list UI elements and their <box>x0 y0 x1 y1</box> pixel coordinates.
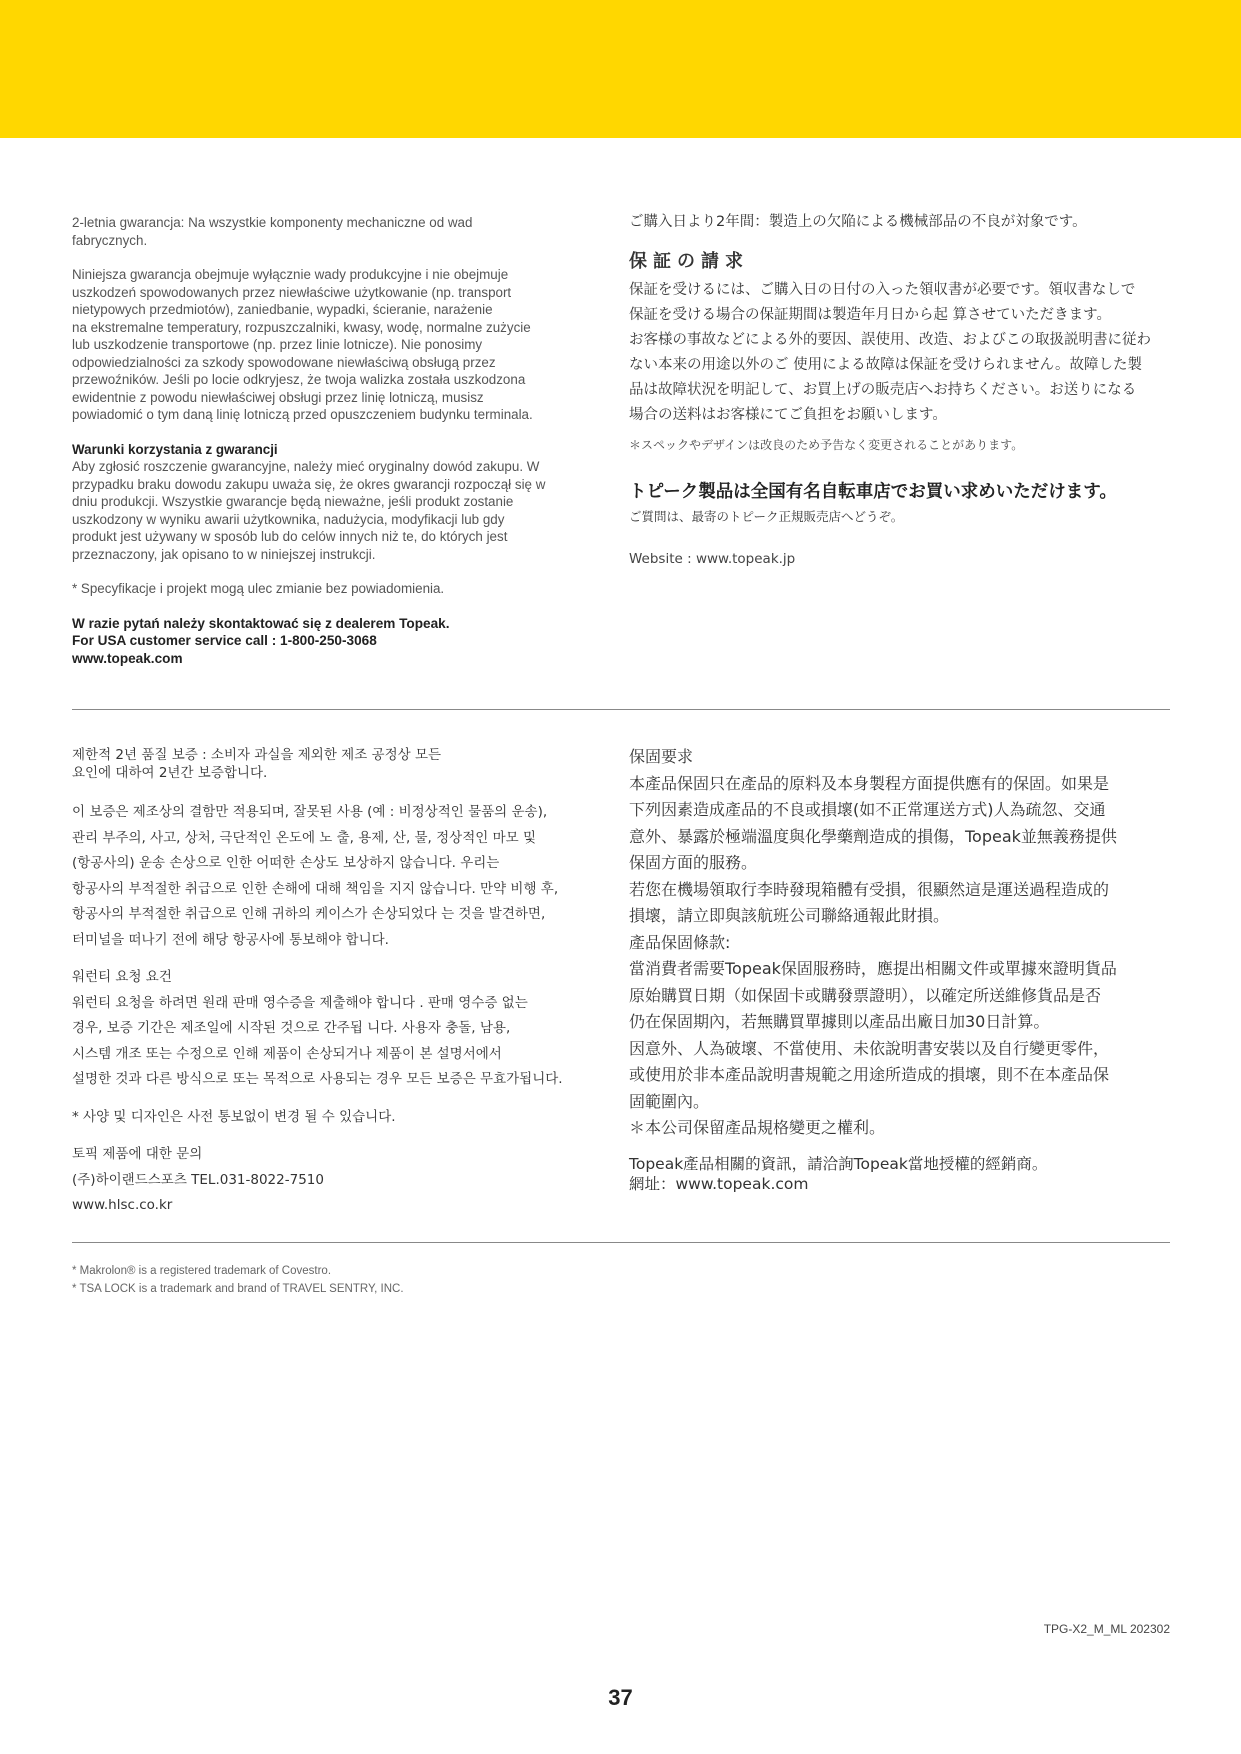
polish-scope-line: ewidentnie z powodu niewłaściwej obsługi przez linię lotniczą, musisz <box>72 389 484 405</box>
japanese-inquiry: ご質問は、最寄のトピーク正規販売店へどうぞ。 <box>629 509 904 524</box>
chinese-body-line: 保固方面的服務。 <box>629 853 758 872</box>
korean-body-line: 항공사의 부적절한 취급으로 인한 손해에 대해 책임을 지지 않습니다. 만약 비행 후, <box>72 880 559 897</box>
polish-spec-note: * Specyfikacje i projekt mogą ulec zmianie bez powiadomienia. <box>72 581 445 596</box>
page-number: 37 <box>608 1685 633 1710</box>
korean-contact-line: (주)하이랜드스포츠 TEL.031-8022-7510 <box>72 1171 324 1188</box>
trademark-footnotes <box>72 1262 772 1298</box>
japanese-body-line: 品は故障状況を明記して、お買上げの販売店へお持ちください。お送りになる <box>629 382 1137 398</box>
korean-req-line: 설명한 것과 다른 방식으로 또는 목적으로 사용되는 경우 모든 보증은 무효가됩니다. <box>72 1071 563 1087</box>
polish-conditions-heading: Warunki korzystania z gwarancji <box>72 441 278 457</box>
polish-scope-line: lub uszkodzenie transportowe (np. przez linie lotnicze). Nie ponosimy <box>72 337 483 352</box>
japanese-body-line: お客様の事故などによる外的要因、誤使用、改造、およびこの取扱説明書に従わ <box>629 332 1151 348</box>
polish-conditions-line: przeznaczony, jak opisano to w niniejszej instrukcji. <box>72 546 376 562</box>
korean-warranty-section <box>72 746 612 1219</box>
section-divider <box>72 709 1170 710</box>
japanese-body-line: ない本来の用途以外のご 使用による故障は保証を受けられません。故障した製 <box>629 357 1142 373</box>
polish-intro-line: fabrycznych. <box>72 232 148 248</box>
japanese-body-line: 保証を受ける場合の保証期間は製造年月日から起 算させていただきます。 <box>629 307 1111 323</box>
footnote-line: * Makrolon® is a registered trademark of Covestro. <box>72 1265 332 1277</box>
polish-warranty-section <box>72 214 612 667</box>
chinese-body-line: 本產品保固只在產品的原料及本身製程方面提供應有的保固。如果是 <box>629 773 1110 793</box>
polish-conditions-line: produkt jest używany w sposób lub do celów innych niż te, do których jest <box>72 529 508 544</box>
japanese-body-line: 保証を受けるには、ご購入日の日付の入った領収書が必要です。領収書なしで <box>629 282 1136 298</box>
japanese-warranty-section <box>629 212 1174 568</box>
chinese-spec-note: ＊本公司保留產品規格變更之權利。 <box>629 1118 886 1137</box>
polish-conditions-line: dniu produkcji. Wszystkie gwarancje będą nieważne, jeśli produkt zostanie <box>72 494 514 509</box>
polish-scope-line: powiadomić o tym daną linię lotniczą przed opuszczeniem budynku terminala. <box>72 407 533 422</box>
japanese-spec-note: ＊スペックやデザインは改良のため予告なく変更されることがあります。 <box>629 438 1024 452</box>
korean-req-line: 경우, 보증 기간은 제조일에 시작된 것으로 간주됩 니다. 사용자 충돌, 남용, <box>72 1020 511 1036</box>
chinese-body-line: 或使用於非本產品說明書規範之用途所造成的損壞，則不在本產品保 <box>629 1065 1110 1084</box>
japanese-title: 保証の請求 <box>629 251 749 272</box>
korean-spec-note: * 사양 및 디자인은 사전 통보없이 변경 될 수 있습니다. <box>72 1108 396 1125</box>
korean-intro-line: 요인에 대하여 2년간 보증합니다. <box>72 765 268 781</box>
korean-contact-website: www.hlsc.co.kr <box>72 1197 173 1213</box>
korean-body-line: 항공사의 부적절한 취급으로 인해 귀하의 케이스가 손상되었다 는 것을 발견하면, <box>72 906 546 922</box>
polish-conditions-line: Aby zgłosić roszczenie gwarancyjne, należy mieć oryginalny dowód zakupu. W <box>72 459 540 474</box>
chinese-body-line: 仍在保固期內，若無購買單據則以產品出廠日加30日計算。 <box>629 1012 1050 1031</box>
chinese-body-line: 原始購買日期（如保固卡或購發票證明），以確定所送維修貨品是否 <box>629 985 1102 1005</box>
chinese-warranty-section <box>629 744 1174 1194</box>
japanese-lead: ご購入日より2年間：製造上の欠陥による機械部品の不良が対象です。 <box>629 214 1087 230</box>
polish-scope-line: Niniejsza gwarancja obejmuje wyłącznie wady produkcyjne i nie obejmuje <box>72 267 509 282</box>
footnote-line: * TSA LOCK is a trademark and brand of TRAVEL SENTRY, INC. <box>72 1283 404 1295</box>
polish-scope-line: odpowiedzialności za szkody spowodowane niewłaściwą obsługą przez <box>72 354 496 370</box>
korean-body-line: 이 보증은 제조상의 결함만 적용되며, 잘못된 사용 (예 : 비정상적인 물품의 운송), <box>72 804 548 820</box>
polish-intro-line: 2-letnia gwarancja: Na wszystkie komponenty mechaniczne od wad <box>72 215 473 230</box>
korean-body-line: 관리 부주의, 사고, 상처, 극단적인 온도에 노 출, 용제, 산, 물, 정상적인 마모 및 <box>72 829 537 846</box>
chinese-body-line: 損壞，請立即與該航班公司聯絡通報此財損。 <box>629 906 950 925</box>
polish-contact-website: www.topeak.com <box>72 650 183 666</box>
korean-body-line: 터미널을 떠나기 전에 해당 항공사에 통보해야 합니다. <box>72 931 389 948</box>
korean-req-line: 워런티 요청을 하려면 원래 판매 영수증을 제출해야 합니다 . 판매 영수증 없는 <box>72 994 528 1011</box>
korean-contact-line: 토픽 제품에 대한 문의 <box>72 1146 203 1162</box>
chinese-heading: 保固要求 <box>629 747 694 766</box>
top-color-band <box>0 0 1241 138</box>
polish-conditions-line: przypadku braku dowodu zakupu uważa się, że okres gwarancji rozpoczął się w <box>72 476 546 492</box>
polish-contact-line: W razie pytań należy skontaktować się z dealerem Topeak. <box>72 615 450 631</box>
polish-conditions-line: uszkodzony w wyniku awarii użytkownika, nadużycia, modyfikacji lub gdy <box>72 511 505 527</box>
chinese-body-line: 若您在機場領取行李時發現箱體有受損，很顯然這是運送過程造成的 <box>629 879 1110 899</box>
japanese-body-line: 場合の送料はお客様にてご負担をお願いします。 <box>629 407 947 423</box>
chinese-body-line: 因意外、人為破壞、不當使用、未依說明書安裝以及自行變更零件， <box>629 1038 1110 1058</box>
chinese-body-line: 意外、暴露於極端溫度與化學藥劑造成的損傷，Topeak並無義務提供 <box>629 826 1117 846</box>
chinese-contact-line: Topeak產品相關的資訊，請洽詢Topeak當地授權的經銷商。 <box>629 1154 1048 1173</box>
korean-intro-line: 제한적 2년 품질 보증 : 소비자 과실을 제외한 제조 공정상 모든 <box>72 747 442 763</box>
polish-scope-line: uszkodzeń spowodowanych przez niewłaściwe użytkowanie (np. transport <box>72 284 512 300</box>
japanese-store-notice: トピーク製品は全国有名自転車店でお買い求めいただけます。 <box>629 482 1117 502</box>
polish-scope-line: przewoźników. Jeśli po locie odkryjesz, że twoja walizka została uszkodzona <box>72 372 526 387</box>
chinese-contact-website: 網址：www.topeak.com <box>629 1174 809 1193</box>
chinese-body-line: 固範圍內。 <box>629 1091 710 1111</box>
polish-scope-line: na ekstremalne temperatury, rozpuszczalniki, kwasy, wodę, normalne zużycie <box>72 319 531 335</box>
chinese-body-line: 當消費者需要Topeak保固服務時，應提出相關文件或單據來證明貨品 <box>629 959 1117 978</box>
korean-req-heading: 워런티 요청 요건 <box>72 969 172 985</box>
polish-contact-line: For USA customer service call : 1-800-250-3068 <box>72 633 377 648</box>
polish-scope-line: nietypowych przedmiotów), zaniedbanie, wypadki, ścieranie, narażenie <box>72 302 493 317</box>
document-code: TPG-X2_M_ML 202302 <box>1043 1622 1170 1636</box>
chinese-terms-heading: 產品保固條款: <box>629 932 731 952</box>
korean-req-line: 시스템 개조 또는 수정으로 인해 제품이 손상되거나 제품이 본 설명서에서 <box>72 1045 502 1062</box>
footer-divider <box>72 1242 1170 1243</box>
korean-body-line: (항공사의) 운송 손상으로 인한 어떠한 손상도 보상하지 않습니다. 우리는 <box>72 855 500 871</box>
japanese-website: Website : www.topeak.jp <box>629 551 796 567</box>
chinese-body-line: 下列因素造成產品的不良或損壞(如不正常運送方式)人為疏忽、交通 <box>629 800 1106 819</box>
